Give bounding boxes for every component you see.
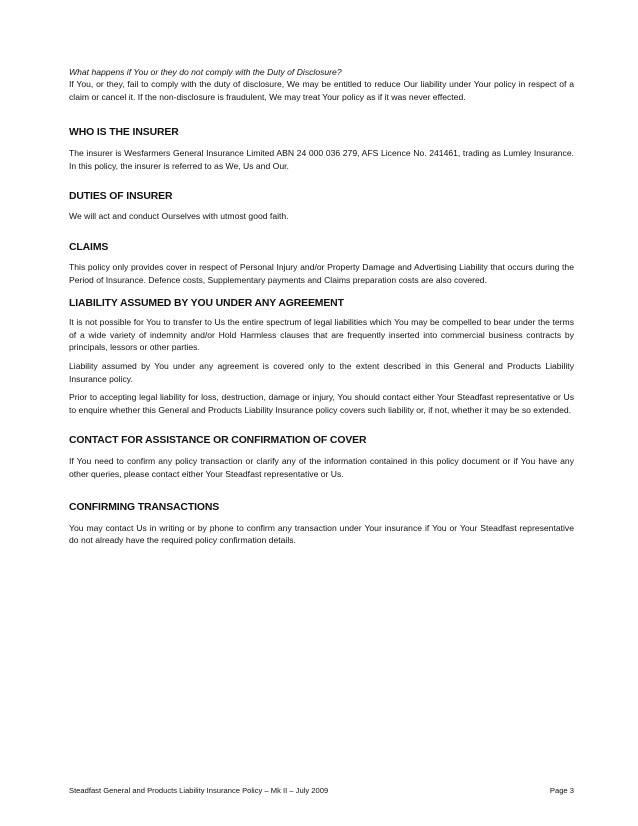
intro-block bbox=[69, 66, 574, 103]
section-paragraph: Liability assumed by You under any agreement is covered only to the extent described in this General and Products Liability Insurance policy. bbox=[69, 360, 574, 384]
section-paragraph: The insurer is Wesfarmers General Insurance Limited ABN 24 000 036 279, AFS Licence No. 241461, trading as Lumley Insurance. In this policy, the insurer is referred to as We, Us and Our. bbox=[69, 148, 574, 171]
intro-heading: What happens if You or they do not comply with the Duty of Disclosure? bbox=[69, 67, 342, 77]
section-contact bbox=[69, 434, 574, 480]
page-footer bbox=[69, 786, 574, 796]
section-title: CONTACT FOR ASSISTANCE OR CONFIRMATION OF COVER bbox=[69, 435, 367, 447]
section-paragraph: This policy only provides cover in respect of Personal Injury and/or Property Damage and Advertising Liability that occurs during the Period of Insurance. Defence costs, Supplementary payments and Claims preparation costs are also covered. bbox=[69, 261, 574, 285]
section-paragraph: You may contact Us in writing or by phone to confirm any transaction under Your insurance if You or Your Steadfast representative do not already have the required policy confirmation details. bbox=[69, 522, 574, 546]
section-title: WHO IS THE INSURER bbox=[69, 127, 179, 139]
section-paragraph: It is not possible for You to transfer to Us the entire spectrum of legal liabilities which You may be compelled to bear under the terms of a wide variety of indemnity and/or Hold Harmless clauses that are frequently inserted into commercial business contracts by principals, lessors or other parties. bbox=[69, 317, 574, 353]
section-paragraph: If You need to confirm any policy transaction or clarify any of the information contained in this policy document or if You have any other queries, please contact either Your Steadfast representative or Us. bbox=[69, 456, 574, 479]
footer-document-title: Steadfast General and Products Liability Insurance Policy – Mk II – July 2009 bbox=[69, 786, 329, 795]
section-paragraph: We will act and conduct Ourselves with utmost good faith. bbox=[69, 211, 289, 222]
footer-page-number: Page 3 bbox=[549, 786, 574, 795]
section-title: LIABILITY ASSUMED BY YOU UNDER ANY AGREEMENT bbox=[69, 298, 344, 310]
section-title: CONFIRMING TRANSACTIONS bbox=[69, 501, 220, 513]
section-duties-of-insurer bbox=[69, 190, 574, 223]
section-title: DUTIES OF INSURER bbox=[69, 191, 173, 203]
section-who-is-insurer bbox=[69, 126, 574, 172]
section-liability-assumed bbox=[69, 297, 574, 416]
intro-body: If You, or they, fail to comply with the duty of disclosure, We may be entitled to reduce Our liability under Your policy in respect of a claim or cancel it. If the non-disclosure is fraudulent, We may treat Your policy as if it was never effected. bbox=[69, 79, 574, 102]
section-paragraph: Prior to accepting legal liability for loss, destruction, damage or injury, You should contact either Your Steadfast representative or Us to enquire whether this General and Products Liability Insurance policy covers such liability or, if not, whether it may be so extended. bbox=[69, 392, 574, 415]
section-title: CLAIMS bbox=[69, 241, 109, 253]
section-claims bbox=[69, 241, 574, 286]
document-page bbox=[69, 66, 574, 547]
section-confirming-transactions bbox=[69, 501, 574, 547]
